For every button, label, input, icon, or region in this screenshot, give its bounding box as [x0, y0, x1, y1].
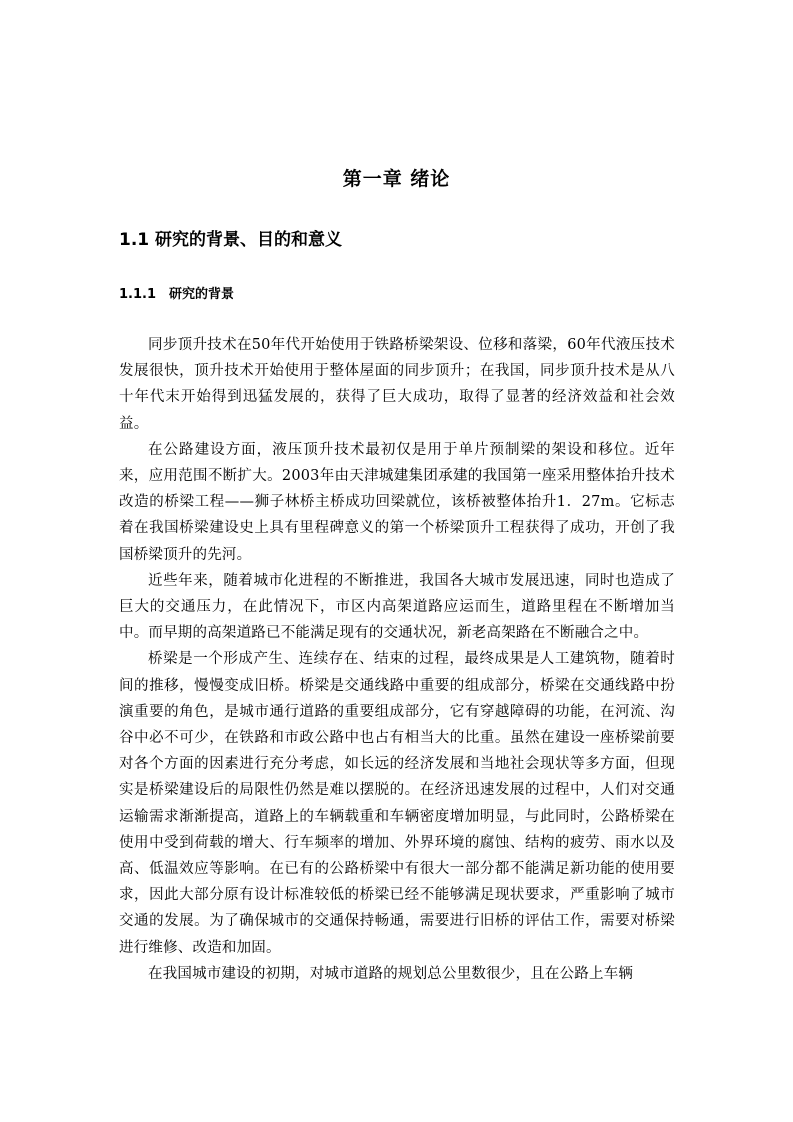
paragraph: 同步顶升技术在50年代开始使用于铁路桥梁架设、位移和落梁，60年代液压技术发展很快，顶升技术开始使用于整体屋面的同步顶升；在我国，同步顶升技术是从八十年代末开始得到迅猛发展的，获得了巨大成功，取得了显著的经济效益和社会效益。	[119, 337, 675, 432]
paragraph: 在公路建设方面，液压顶升技术最初仅是用于单片预制梁的架设和移位。近年来，应用范围不断扩大。2003年由天津城建集团承建的我国第一座采用整体抬升技术改造的桥梁工程——狮子林桥主桥成功回梁就位，该桥被整体抬升1．27m。它标志着在我国桥梁建设史上具有里程碑意义的第一个桥梁顶升工程获得了成功，开创了我国桥梁顶升的先河。	[119, 441, 675, 563]
subsection-number: 1.1.1	[119, 287, 157, 302]
section-title: 1.1 研究的背景、目的和意义	[119, 230, 343, 250]
paragraph: 桥梁是一个形成产生、连续存在、结束的过程，最终成果是人工建筑物，随着时间的推移，慢慢变成旧桥。桥梁是交通线路中重要的组成部分，桥梁在交通线路中扮演重要的角色，是城市通行道路的重要组成部分，它有穿越障碍的功能，在河流、沟谷中必不可少，在铁路和市政公路中也占有相当大的比重。虽然在建设一座桥梁前要对各个方面的因素进行充分考虑，如长远的经济发展和当地社会现状等多方面，但现实是桥梁建设后的局限性仍然是难以摆脱的。在经济迅速发展的过程中，人们对交通运输需求渐渐提高，道路上的车辆载重和车辆密度增加明显，与此同时，公路桥梁在使用中受到荷载的增大、行车频率的增加、外界环境的腐蚀、结构的疲劳、雨水以及高、低温效应等影响。在已有的公路桥梁中有很大一部分都不能满足新功能的使用要求，因此大部分原有设计标准较低的桥梁已经不能够满足现状要求，严重影响了城市交通的发展。为了确保城市的交通保持畅通，需要进行旧桥的评估工作，需要对桥梁进行维修、改造和加固。	[119, 651, 675, 956]
chapter-title: 第一章 绪论	[342, 168, 451, 190]
paragraph: 在我国城市建设的初期，对城市道路的规划总公里数很少，且在公路上车辆	[148, 965, 634, 982]
subsection-title: 研究的背景	[169, 287, 235, 302]
paragraph: 近些年来，随着城市化进程的不断推进，我国各大城市发展迅速，同时也造成了巨大的交通压力，在此情况下，市区内高架道路应运而生，道路里程在不断增加当中。而早期的高架道路已不能满足现有的交通状况，新老高架路在不断融合之中。	[119, 572, 675, 642]
body-text	[119, 332, 675, 987]
subsection-heading	[119, 285, 234, 305]
